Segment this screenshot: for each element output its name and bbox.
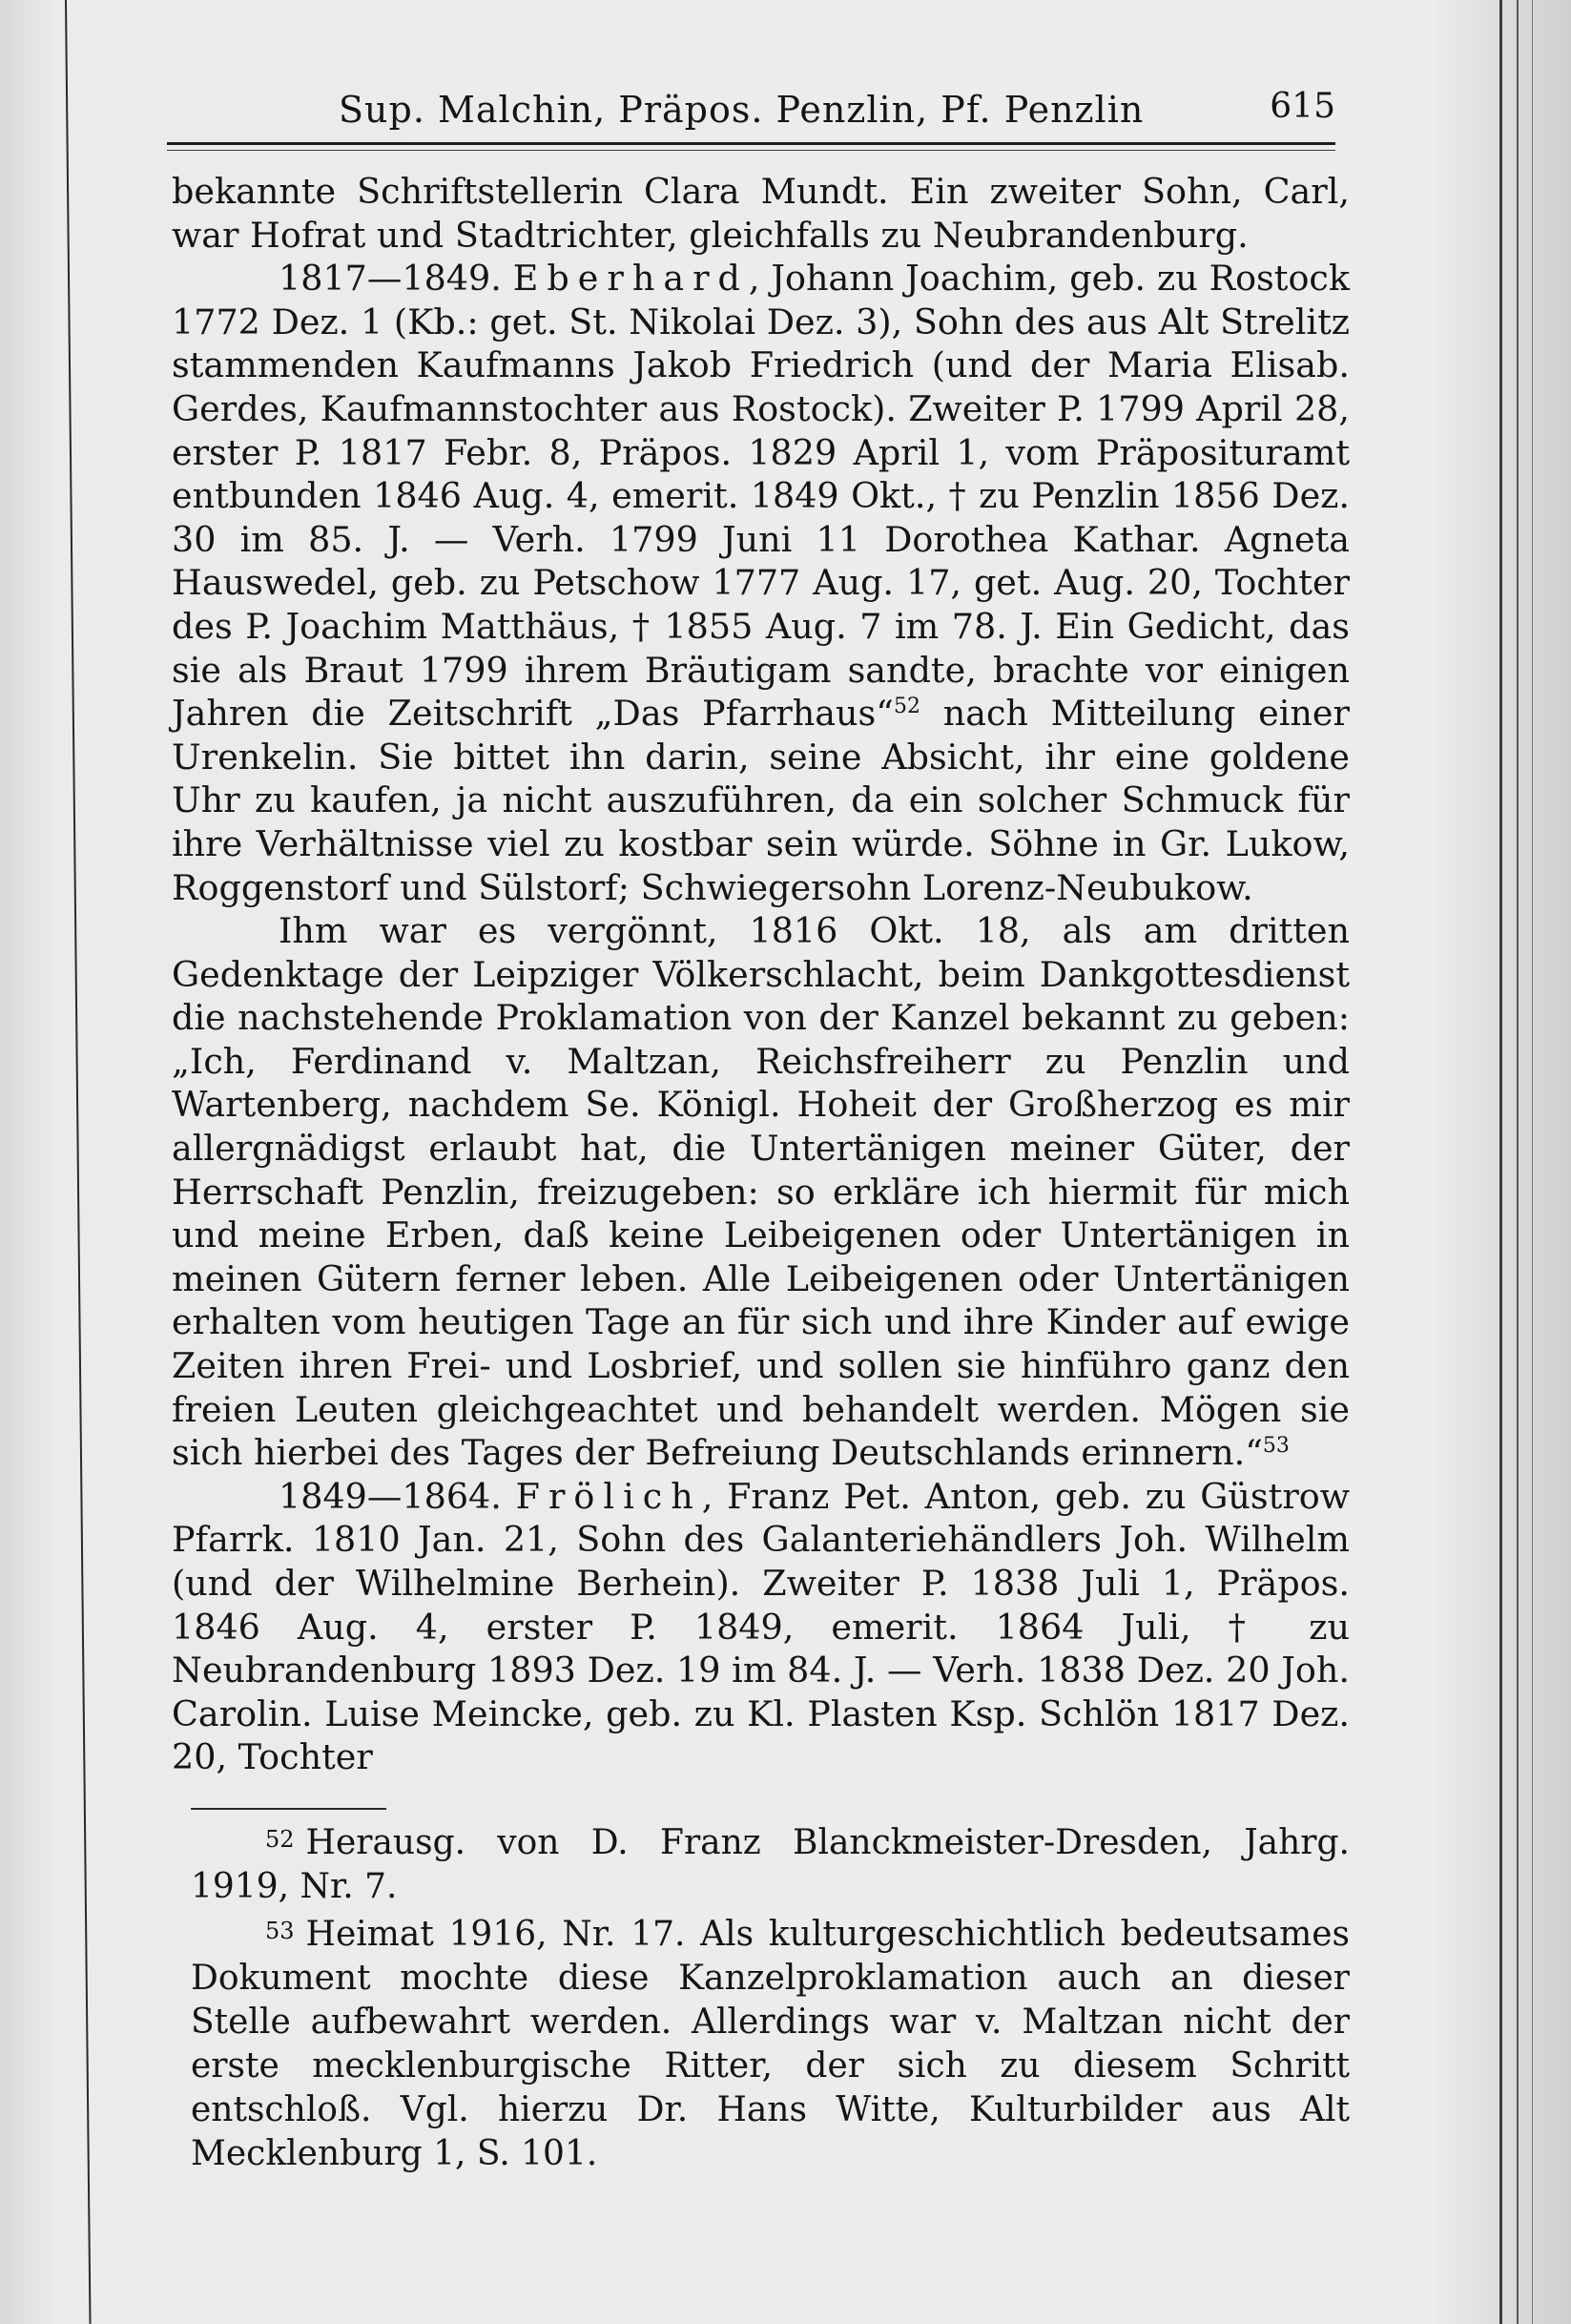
entry-text: , Franz Pet. Anton, geb. zu Güstrow Pfarrk. 1810 Jan. 21, Sohn des Galanteriehändlers Joh. Wilhelm (und der Wilhelmine Berhein). Zweiter P. 1838 Juli 1, Präpos. 1846 Aug. 4, erster P. 1849, emerit. 1864 Juli, † zu Neubrandenburg 1893 Dez. 19 im 84. J. — Verh. 1838 Dez. 20 Joh. Carolin. Luise Meincke, geb. zu Kl. Plasten Ksp. Schlön 1817 Dez. 20, Tochter [172, 1475, 1350, 1778]
proclamation-text: Ihm war es vergönnt, 1816 Okt. 18, als am dritten Gedenktage der Leipziger Völkerschlacht, beim Dankgottesdienst die nachstehende Proklamation von der Kanzel bekannt zu geben: „Ich, Ferdinand v. Maltzan, Reichsfreiherr zu Penzlin und Wartenberg, nachdem Se. Königl. Hoheit der Großherzog es mir allergnädigst erlaubt hat, die Untertänigen meiner Güter, der Herrschaft Penzlin, freizugeben: so erkläre ich hiermit für mich und meine Erben, daß keine Leibeigenen oder Untertänigen in meinen Gütern ferner leben. Alle Leibeigenen oder Untertänigen erhalten vom heutigen Tage an für sich und ihre Kinder auf ewige Zeiten ihren Frei- und Losbrief, und sollen sie hinführo ganz den freien Leuten gleichgeachtet und behandelt werden. Mögen sie sich hierbei des Tages der Befreiung Deutschlands erinnern.“ [172, 910, 1350, 1474]
paragraph-proclamation [172, 909, 1350, 1475]
footnote-ref[interactable]: 52 [893, 694, 920, 718]
running-head: Sup. Malchin, Präpos. Penzlin, Pf. Penzlin [339, 89, 1145, 131]
footnotes [191, 1817, 1350, 2176]
footnote-text: Herausg. von D. Franz Blanckmeister-Dresden, Jahrg. 1919, Nr. 7. [191, 1823, 1350, 1906]
page-number: 615 [1270, 87, 1335, 126]
right-page-edge [1499, 0, 1502, 2324]
right-page-edge-outer [1532, 0, 1533, 2324]
entry-years: 1817—1849. [279, 258, 502, 300]
page-header [167, 81, 1335, 148]
footnote-number: 52 [265, 1826, 295, 1853]
paragraph-continuation: bekannte Schriftstellerin Clara Mundt. Ein zweiter Sohn, Carl, war Hofrat und Stadtrichter, gleichfalls zu Neubrandenburg. [172, 171, 1350, 256]
footnote-number: 53 [265, 1918, 295, 1944]
header-rule-thick [167, 142, 1335, 145]
entry-text-continued: nach Mitteilung einer Urenkelin. Sie bittet ihn darin, seine Absicht, ihr eine goldene Uhr zu kaufen, ja nicht auszuführen, da ein solcher Schmuck für ihre Verhältnisse viel zu kostbar sein würde. Söhne in Gr. Lukow, Roggenstorf und Sülstorf; Schwiegersohn Lorenz-Neubukow. [172, 693, 1350, 908]
footnote-ref[interactable]: 53 [1262, 1434, 1290, 1459]
footnote-separator [191, 1808, 386, 1810]
entry-eberhard [172, 257, 1350, 909]
entry-froelich [172, 1475, 1350, 1779]
main-text [172, 170, 1350, 1779]
footnote-52 [191, 1817, 1350, 1909]
footnote-53 [191, 1909, 1350, 2176]
right-page-edge-inner [1517, 0, 1519, 2324]
left-page-edge [65, 0, 92, 2324]
footnote-text: Heimat 1916, Nr. 17. Als kulturgeschichtlich bedeutsames Dokument mochte diese Kanzelproklamation auch an dieser Stelle aufbewahrt werden. Allerdings war v. Maltzan nicht der erste mecklenburgische Ritter, der sich zu diesem Schritt entschloß. Vgl. hierzu Dr. Hans Witte, Kulturbilder aus Alt Mecklenburg 1, S. 101. [191, 1915, 1350, 2173]
entry-surname: Eberhard [512, 258, 749, 300]
header-rule-thin [167, 150, 1335, 151]
entry-surname: Frölich [515, 1475, 702, 1517]
entry-years: 1849—1864. [279, 1475, 502, 1517]
entry-text: , Johann Joachim, geb. zu Rostock 1772 Dez. 1 (Kb.: get. St. Nikolai Dez. 3), Sohn des aus Alt Strelitz stammenden Kaufmanns Jakob Friedrich (und der Maria Elisab. Gerdes, Kaufmannstochter aus Rostock). Zweiter P. 1799 April 28, erster P. 1817 Febr. 8, Präpos. 1829 April 1, vom Präposituramt entbunden 1846 Aug. 4, emerit. 1849 Okt., † zu Penzlin 1856 Dez. 30 im 85. J. — Verh. 1799 Juni 11 Dorothea Kathar. Agneta Hauswedel, geb. zu Petschow 1777 Aug. 17, get. Aug. 20, Tochter des P. Joachim Matthäus, † 1855 Aug. 7 im 78. J. Ein Gedicht, das sie als Braut 1799 ihrem Bräutigam sandte, brachte vor einigen Jahren die Zeitschrift „Das Pfarrhaus“ [172, 258, 1350, 735]
